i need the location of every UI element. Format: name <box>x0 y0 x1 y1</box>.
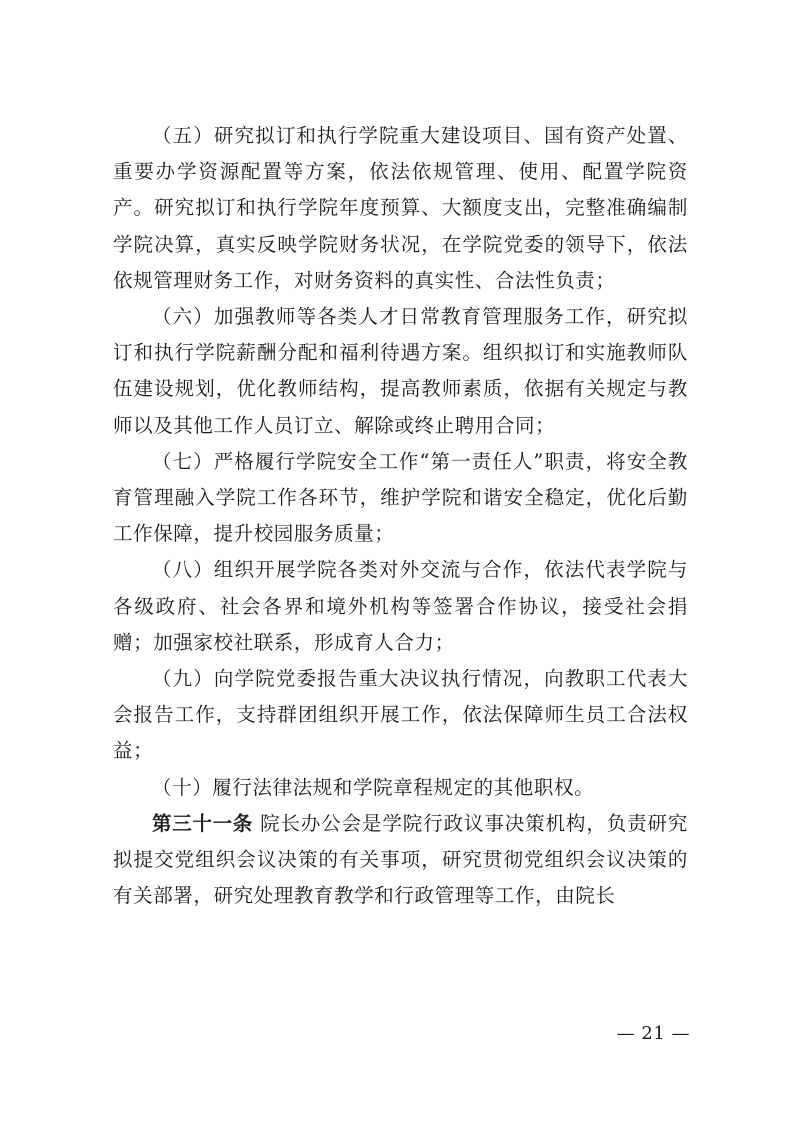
article-31-body: 院长办公会是学院行政议事决策机构，负责研究拟提交党组织会议决策的有关事项，研究贯彻党组织会议决策的有关部署，研究处理教育教学和行政管理等工作，由院长 <box>113 811 688 908</box>
clause-9-paragraph: （九）向学院党委报告重大决议执行情况，向教职工代表大会报告工作，支持群团组织开展工作，依法保障师生员工合法权益； <box>113 667 688 763</box>
article-31-heading: 第三十一条 <box>152 811 253 835</box>
clause-5-paragraph: （五）研究拟订和执行学院重大建设项目、国有资产处置、重要办学资源配置等方案，依法依规管理、使用、配置学院资产。研究拟订和执行学院年度预算、大额度支出，完整准确编制学院决算，真实反映学院财务状况，在学院党委的领导下，依法依规管理财务工作，对财务资料的真实性、合法性负责； <box>113 124 688 292</box>
clause-6-paragraph: （六）加强教师等各类人才日常教育管理服务工作，研究拟订和执行学院薪酬分配和福利待遇方案。组织拟订和实施教师队伍建设规划，优化教师结构，提高教师素质，依据有关规定与教师以及其他工作人员订立、解除或终止聘用合同； <box>113 305 688 437</box>
clause-8-paragraph: （八）组织开展学院各类对外交流与合作，依法代表学院与各级政府、社会各界和境外机构等签署合作协议，接受社会捐赠；加强家校社联系，形成育人合力； <box>113 558 688 654</box>
page-number: — 21 — <box>616 1023 690 1044</box>
document-body <box>113 118 688 914</box>
clause-7-paragraph: （七）严格履行学院安全工作“第一责任人”职责，将安全教育管理融入学院工作各环节，维护学院和谐安全稳定，优化后勤工作保障，提升校园服务质量； <box>113 449 688 546</box>
clause-10-paragraph: （十）履行法律法规和学院章程规定的其他职权。 <box>152 775 595 799</box>
article-31-paragraph <box>113 806 688 915</box>
